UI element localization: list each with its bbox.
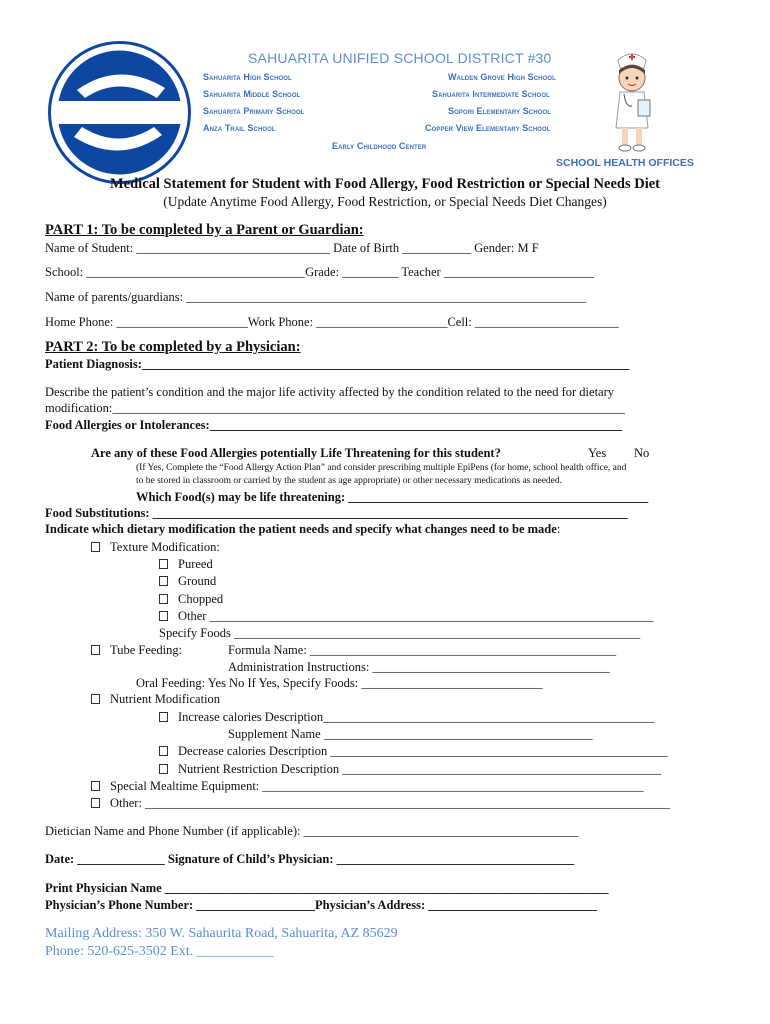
- school-name: Sahuarita Primary School: [203, 106, 305, 116]
- mailing-address: Mailing Address: 350 W. Sahaurita Road, Sahuarita, AZ 85629: [45, 926, 398, 941]
- indicate-colon: :: [556, 522, 561, 536]
- life-threatening-no[interactable]: No: [634, 446, 650, 460]
- school-name: Sahuarita Intermediate School: [432, 89, 550, 99]
- pureed-item[interactable]: [159, 557, 213, 572]
- texture-modification-item[interactable]: [91, 540, 220, 555]
- which-foods-line[interactable]: [136, 490, 648, 505]
- indicate-modification-text: Indicate which dietary modification the patient needs and specify what changes need to be made: [45, 522, 557, 536]
- school-name: Sopori Elementary School: [448, 106, 552, 116]
- special-mealtime-item[interactable]: [91, 779, 644, 794]
- school-health-offices: SCHOOL HEALTH OFFICES: [556, 157, 694, 169]
- increase-calories-item[interactable]: [159, 710, 654, 725]
- school-name: Copper View Elementary School: [425, 123, 551, 133]
- phone-numbers-line[interactable]: Home Phone: _____________________Work Phone: _____________________Cell: _______________________: [45, 315, 619, 329]
- epipen-note-line1: (If Yes, Complete the “Food Allergy Action Plan” and consider prescribing multiple EpiPens (for home, school health office, and: [136, 463, 627, 473]
- checkbox[interactable]: [91, 694, 100, 704]
- formula-name-line[interactable]: Formula Name: _________________________________________________: [228, 643, 617, 657]
- early-childhood-center: Early Childhood Center: [332, 141, 427, 151]
- nutrient-restriction-label: Nutrient Restriction Description ___________________________________________________: [178, 762, 661, 776]
- ground-item[interactable]: [159, 574, 216, 589]
- tube-feeding-item[interactable]: [91, 643, 182, 658]
- oral-feeding-line[interactable]: Oral Feeding: Yes No If Yes, Specify Foods: _____________________________: [136, 676, 543, 690]
- checkbox[interactable]: [159, 576, 168, 586]
- form-subtitle: (Update Anytime Food Allergy, Food Restriction, or Special Needs Diet Changes): [163, 194, 607, 209]
- form-title: Medical Statement for Student with Food Allergy, Food Restriction or Special Needs Diet: [109, 176, 660, 192]
- other-item[interactable]: [91, 796, 670, 811]
- decrease-calories-label: Decrease calories Description ______________________________________________________: [178, 744, 668, 758]
- pureed-label: Pureed: [178, 557, 213, 571]
- tube-feeding-label: Tube Feeding:: [110, 643, 183, 657]
- parents-guardians-line[interactable]: Name of parents/guardians: ________________________________________________________________: [45, 290, 587, 304]
- school-name: Anza Trail School: [203, 123, 276, 133]
- school-name: Sahuarita Middle School: [203, 89, 301, 99]
- school-grade-teacher-line[interactable]: School: ___________________________________Grade: _________ Teacher ________________________: [45, 265, 594, 279]
- specify-foods-line[interactable]: Specify Foods _________________________________________________________________: [159, 626, 641, 640]
- district-logo: [47, 40, 192, 185]
- increase-calories-label: Increase calories Description_____________________________________________________: [178, 710, 655, 724]
- modification-line[interactable]: modification:__________________________________________________________________________________: [45, 401, 625, 415]
- indicate-modification-line: [45, 522, 560, 537]
- district-name: SAHUARITA UNIFIED SCHOOL DISTRICT #30: [248, 50, 552, 66]
- decrease-calories-item[interactable]: [159, 744, 668, 759]
- food-allergies-line[interactable]: Food Allergies or Intolerances:__________________________________________________________________: [45, 418, 623, 432]
- nurse-icon: [604, 46, 660, 154]
- checkbox[interactable]: [159, 611, 168, 621]
- other-texture-item[interactable]: [159, 609, 653, 624]
- life-threatening-yes[interactable]: Yes: [588, 446, 607, 460]
- dietician-line[interactable]: Dietician Name and Phone Number (if applicable): ____________________________________________: [45, 824, 579, 838]
- ground-label: Ground: [178, 574, 217, 588]
- administration-line[interactable]: Administration Instructions: ______________________________________: [228, 660, 610, 674]
- texture-modification-label: Texture Modification:: [110, 540, 220, 554]
- nutrient-modification-item[interactable]: [91, 692, 220, 707]
- school-name: Sahuarita High School: [203, 72, 292, 82]
- nutrient-modification-label: Nutrient Modification: [110, 692, 221, 706]
- supplement-name-line[interactable]: Supplement Name ___________________________________________: [228, 727, 593, 741]
- describe-condition-text: Describe the patient’s condition and the major life activity affected by the condition related to the need for dietary: [45, 385, 615, 399]
- part2-heading: PART 2: To be completed by a Physician:: [45, 339, 301, 355]
- chopped-item[interactable]: [159, 592, 223, 607]
- food-substitutions-line[interactable]: Food Substitutions: ____________________________________________________________________________: [45, 506, 628, 520]
- patient-diagnosis-line[interactable]: Patient Diagnosis:______________________________________________________________________________: [45, 357, 630, 371]
- checkbox[interactable]: [159, 559, 168, 569]
- other-label: Other: ____________________________________________________________________________________: [110, 796, 671, 810]
- chopped-label: Chopped: [178, 592, 224, 606]
- nutrient-restriction-item[interactable]: [159, 762, 661, 777]
- checkbox[interactable]: [159, 594, 168, 604]
- date-signature-line[interactable]: Date: ______________ Signature of Child’s Physician: ______________________________________: [45, 852, 575, 866]
- checkbox[interactable]: [91, 645, 100, 655]
- other-texture-label: Other _______________________________________________________________________: [178, 609, 654, 623]
- checkbox[interactable]: [91, 798, 100, 808]
- physician-phone-address-line[interactable]: Physician’s Phone Number: ___________________Physician’s Address: ___________________________: [45, 898, 597, 912]
- special-mealtime-label: Special Mealtime Equipment: _____________________________________________________________: [110, 779, 644, 793]
- checkbox[interactable]: [91, 542, 100, 552]
- checkbox[interactable]: [159, 764, 168, 774]
- checkbox[interactable]: [91, 781, 100, 791]
- print-physician-name-line[interactable]: Print Physician Name _______________________________________________________________________: [45, 881, 609, 895]
- life-threatening-question: Are any of these Food Allergies potentially Life Threatening for this student?: [91, 446, 501, 460]
- student-info-line[interactable]: Name of Student: _______________________________ Date of Birth ___________ Gender: M F: [45, 241, 539, 255]
- school-name: Walden Grove High School: [448, 72, 556, 82]
- office-phone: Phone: 520-625-3502 Ext. ___________: [45, 944, 274, 959]
- checkbox[interactable]: [159, 712, 168, 722]
- epipen-note-line2: to be stored in classroom or carried by the student as age appropriate) or other necessary medications as needed.: [136, 476, 563, 486]
- which-foods-label: Which Food(s) may be life threatening: ________________________________________________: [136, 490, 649, 504]
- checkbox[interactable]: [159, 746, 168, 756]
- part1-heading: PART 1: To be completed by a Parent or Guardian:: [45, 222, 364, 238]
